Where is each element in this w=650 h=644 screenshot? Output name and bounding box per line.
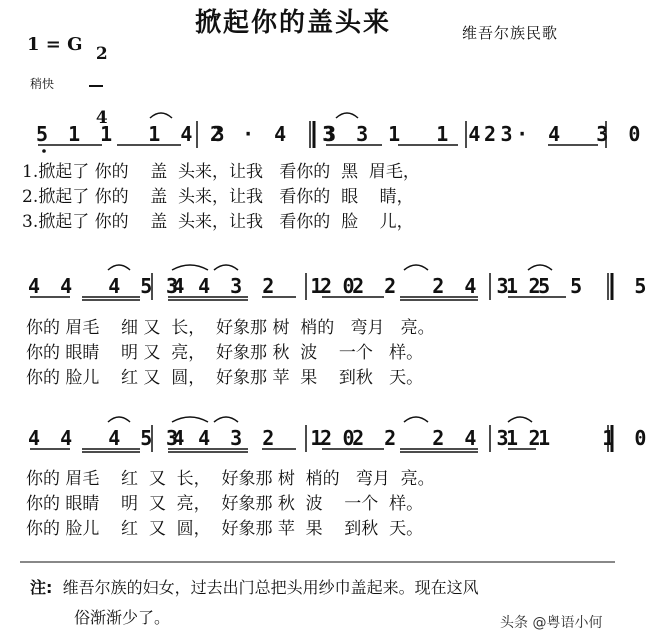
lyric-line: 你的 眉毛 细 又 长， 好象那 树 梢的 弯月 亮。 bbox=[26, 318, 435, 338]
footnote-text: 维吾尔族的妇女，过去出门总把头用纱巾盖起来。现在这风 bbox=[62, 578, 479, 597]
slur bbox=[404, 417, 428, 422]
slur bbox=[108, 417, 130, 422]
lyric-line: 3.掀起了 你的 盖 头来，让我 看你的 脸 儿， bbox=[22, 212, 414, 232]
measure: 3 4 3 2 1 0 bbox=[166, 274, 359, 298]
time-signature-top: 2 bbox=[95, 44, 108, 64]
tempo-marking: 稍快 bbox=[30, 77, 55, 91]
measure: 2 2 2 2 4 3 2 bbox=[320, 426, 545, 450]
measure: 2 2 2 2 4 3 2 bbox=[320, 274, 545, 298]
footnote-line-2: 俗渐渐少了。 bbox=[74, 608, 171, 627]
key-signature: 1 = G bbox=[27, 34, 83, 55]
lyric-line: 你的 脸儿 红 又 圆， 好象那 苹 果 到秋 天。 bbox=[26, 519, 424, 539]
measure: 4 4 4 5 4 bbox=[28, 274, 189, 298]
slur bbox=[172, 265, 208, 270]
song-title: 掀起你的盖头来 bbox=[195, 8, 392, 38]
song-origin: 维吾尔族民歌 bbox=[462, 24, 559, 42]
slur bbox=[528, 265, 552, 270]
lyric-line: 1.掀起了 你的 盖 头来，让我 看你的 黑 眉毛， bbox=[22, 162, 420, 182]
measure: 2 · 4 3 bbox=[210, 122, 339, 146]
slur bbox=[404, 265, 428, 270]
lyric-line: 2.掀起了 你的 盖 头来，让我 看你的 眼 睛， bbox=[22, 187, 414, 207]
slur bbox=[508, 417, 532, 422]
watermark: 头条 @粤语小何 bbox=[500, 615, 603, 631]
lyric-line: 你的 眉毛 红 又 长， 好象那 树 梢的 弯月 亮。 bbox=[26, 469, 435, 489]
slur bbox=[108, 265, 130, 270]
time-signature-bottom: 4 bbox=[95, 107, 108, 128]
slur bbox=[214, 417, 238, 422]
octave-dot bbox=[42, 149, 46, 153]
footnote-line-1 bbox=[30, 575, 479, 598]
measure: 3 4 3 2 1 0 bbox=[166, 426, 359, 450]
lyric-line: 你的 眼睛 明 又 亮， 好象那 秋 波 一个 样。 bbox=[26, 343, 424, 363]
lyric-line: 你的 眼睛 明 又 亮， 好象那 秋 波 一个 样。 bbox=[26, 494, 424, 514]
measure: 2 · 4 3 0 bbox=[484, 122, 645, 146]
measure: 5 1 1 1 4 3 bbox=[36, 122, 229, 146]
footnote-label: 注: bbox=[30, 578, 53, 597]
measure: 1 5 5 5 bbox=[506, 274, 650, 298]
slur bbox=[214, 265, 238, 270]
measure: 4 4 4 5 4 bbox=[28, 426, 189, 450]
slur bbox=[150, 113, 172, 118]
slur bbox=[336, 113, 358, 118]
lyric-line: 你的 脸儿 红 又 圆， 好象那 苹 果 到秋 天。 bbox=[26, 368, 424, 388]
measure: 3 3 1 1 4 3 bbox=[324, 122, 517, 146]
slur bbox=[172, 417, 208, 422]
measure: 1 1 1 0 bbox=[506, 426, 650, 450]
